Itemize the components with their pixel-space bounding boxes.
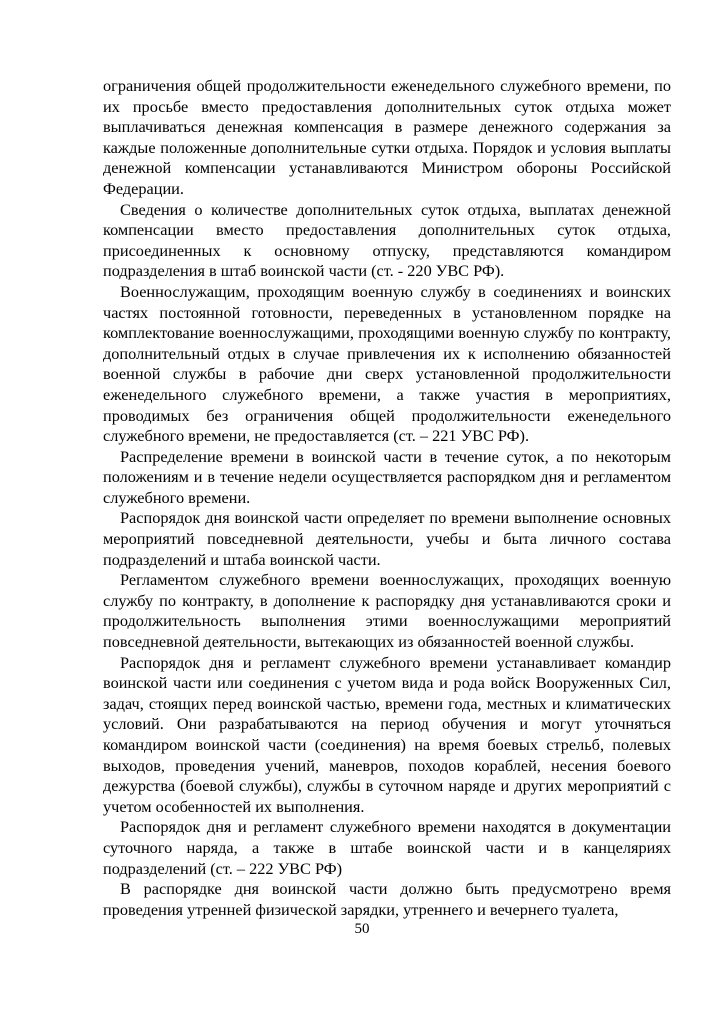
paragraph-9: В распорядке дня воинской части должно быть предусмотрено время проведения утренней физической зарядки, утреннего и вечернего туалета, xyxy=(103,879,671,919)
paragraph-8: Распорядок дня и регламент служебного времени находятся в документации суточного наряда, а также в штабе воинской части и в канцеляриях подразделений (ст. – 222 УВС РФ) xyxy=(103,817,671,878)
paragraph-6: Регламентом служебного времени военнослужащих, проходящих военную службу по контракту, в дополнение к распорядку дня устанавливаются сроки и продолжительность выполнения этими военнослужащими мероприятий повседневной деятельности, вытекающих из обязанностей военной службы. xyxy=(103,570,671,652)
paragraph-2: Сведения о количестве дополнительных суток отдыха, выплатах денежной компенсации вместо предоставления дополнительных суток отдыха, присоединенных к основному отпуску, представляются командиром подразделения в штаб воинской части (ст. - 220 УВС РФ). xyxy=(103,199,671,281)
paragraph-4: Распределение времени в воинской части в течение суток, а по некоторым положениям и в течение недели осуществляется распорядком дня и регламентом служебного времени. xyxy=(103,446,671,507)
paragraph-5: Распорядок дня воинской части определяет по времени выполнение основных мероприятий повседневной деятельности, учебы и быта личного состава подразделений и штаба воинской части. xyxy=(103,508,671,569)
document-page xyxy=(103,76,671,920)
paragraph-7: Распорядок дня и регламент служебного времени устанавливает командир воинской части или соединения с учетом вида и рода войск Вооруженных Сил, задач, стоящих перед воинской частью, времени года, местных и климатических условий. Они разрабатываются на период обучения и могут уточняться командиром воинской части (соединения) на время боевых стрельб, полевых выходов, проведения учений, маневров, походов кораблей, несения боевого дежурства (боевой службы), службы в суточном наряде и других мероприятий с учетом особенностей их выполнения. xyxy=(103,652,671,816)
paragraph-3: Военнослужащим, проходящим военную службу в соединениях и воинских частях постоянной готовности, переведенных в установленном порядке на комплектование военнослужащими, проходящими военную службу по контракту, дополнительный отдых в случае привлечения их к исполнению обязанностей военной службы в рабочие дни сверх установленной продолжительности еженедельного служебного времени, а также участия в мероприятиях, проводимых без ограничения общей продолжительности еженедельного служебного времени, не предоставляется (ст. – 221 УВС РФ). xyxy=(103,281,671,446)
paragraph-1: ограничения общей продолжительности еженедельного служебного времени, по их просьбе вместо предоставления дополнительных суток отдыха может выплачиваться денежная компенсация в размере денежного содержания за каждые положенные дополнительные сутки отдыха. Порядок и условия выплаты денежной компенсации устанавливаются Министром обороны Российской Федерации. xyxy=(103,76,671,198)
page-number: 50 xyxy=(354,921,370,937)
